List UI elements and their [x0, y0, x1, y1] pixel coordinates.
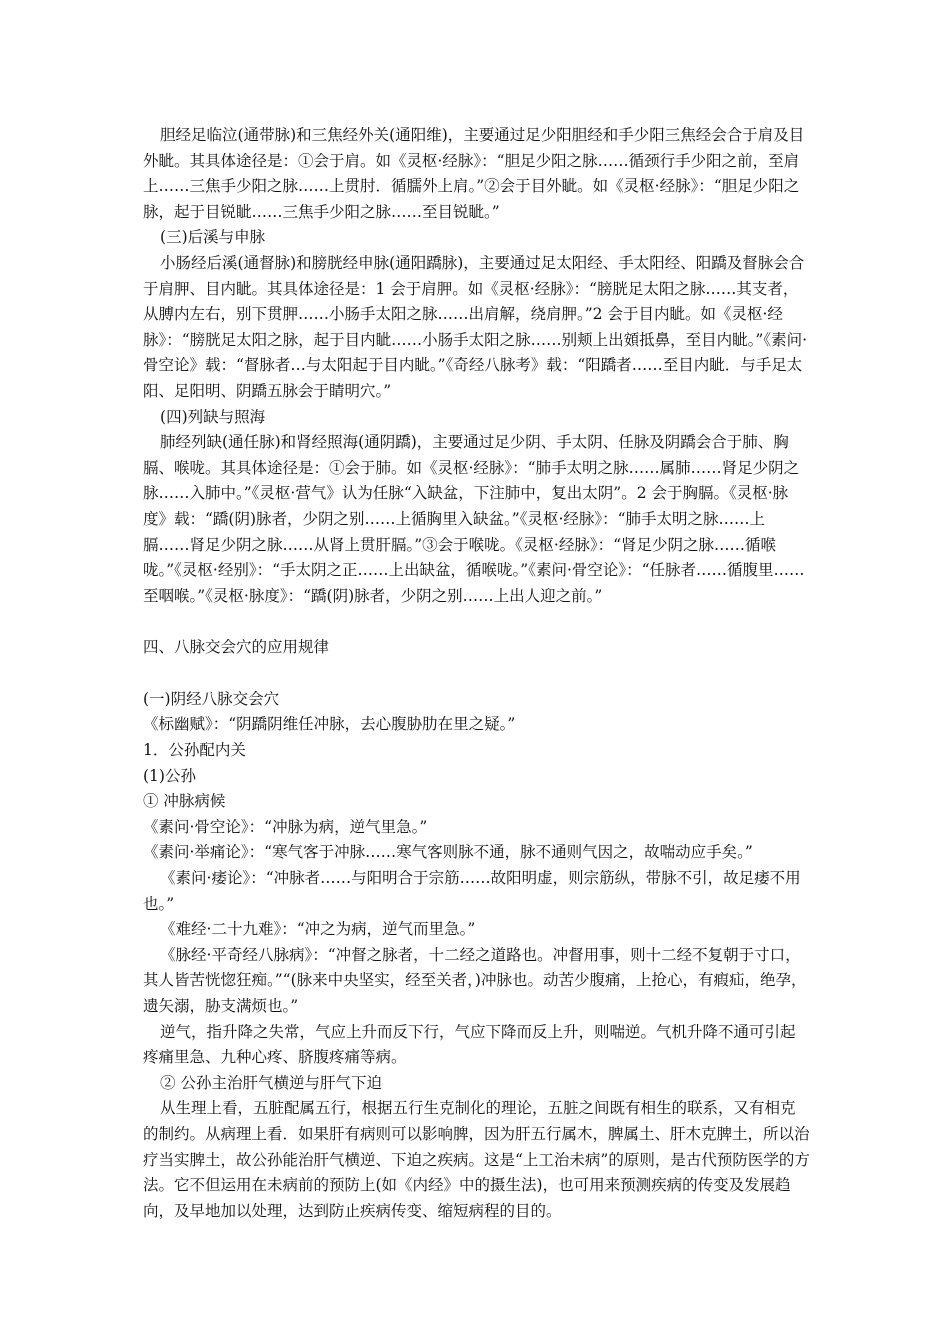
document-body: [143, 123, 810, 1224]
subheading-yin-meridian: (一)阴经八脉交会穴: [143, 689, 280, 708]
section-heading-houxi-shenmai: (三)后溪与申脉: [160, 228, 266, 247]
paragraph-lieque-zhaohai: 肺经列缺(通任脉)和肾经照海(通阴蹻)，主要通过足少阴、手太阴、任脉及阴蹻会合于肺、胸膈、喉咙。其具体途径是：①会于肺。如《灵枢·经脉》：“肺手太明之脉……属肺……肾足少阴之脉……入肺中。”《灵枢·营气》认为任脉“入缺盆，下注肺中，复出太阴”。2 会于胸膈。《灵枢·脉度》载：“蹻(阴)脉者，少阴之别……上循胸里入缺盆。”《灵枢·经脉》：“肺手太明之脉……上膈……肾足少阴之脉……从肾上贯肝膈。”③会于喉咙。《灵枢·经脉》：“肾足少阴之脉……循喉咙。”《灵枢·经别》：“手太阴之正……上出缺盆，循喉咙。”《素问·骨空论》：“任脉者……循腹里……至咽喉。”《灵枢·脉度》：“蹻(阴)脉者，少阴之别……上出人迎之前。”: [143, 433, 805, 605]
paragraph-niqi: 逆气，指升降之失常，气应上升而反下行，气应下降而反上升，则喘逆。气机升降不通可引起疼痛里急、九种心疼、脐腹疼痛等病。: [143, 1022, 796, 1067]
quote-weilun: 《素问·痿论》：“冲脉者……与阳明合于宗筋……故阳明虚，则宗筋纵，带脉不引，故足痿不用也。”: [143, 869, 801, 913]
subheading-gongsun-neiguan: 1．公孙配内关: [143, 741, 246, 760]
chapter-heading-application: 四、八脉交会穴的应用规律: [143, 638, 330, 657]
section-heading-lieque-zhaohai: (四)列缺与照海: [160, 407, 266, 426]
subheading-gongsun-liver: ② 公孙主治肝气横逆与肝气下迫: [160, 1073, 382, 1092]
paragraph-linqi-waiguan: 胆经足临泣(通带脉)和三焦经外关(通阳维)，主要通过足少阳胆经和手少阳三焦经会合于肩及目外眦。其具体途径是：①会于肩。如《灵枢·经脉》：“胆足少阳之脉……循颈行手少阳之前，至肩上……三焦手少阳之脉……上贯肘．循臑外上肩。”②会于目外眦。如《灵枢·经脉》：“胆足少阳之脉，起于目锐眦……三焦手少阳之脉……至目锐眦。”: [143, 126, 805, 221]
quote-biaoyoufu: 《标幽赋》：“阴蹻阴维任冲脉，去心腹胁肋在里之疑。”: [143, 715, 516, 734]
quote-gukonglun: 《素问·骨空论》：“冲脉为病，逆气里急。”: [143, 817, 428, 836]
quote-maijing: 《脉经·平奇经八脉病》：“冲督之脉者，十二经之道路也。冲督用事，则十二经不复朝于寸口，其人皆苦恍惚狂痴。”“(脉来中央坚实，经至关者，)冲脉也。动苦少腹痛，上抢心，有瘕疝，绝孕，遗矢溺，胁支满烦也。”: [143, 945, 807, 1015]
paragraph-physiology: 从生理上看，五脏配属五行，根据五行生克制化的理论，五脏之间既有相生的联系，又有相克的制约。从病理上看．如果肝有病则可以影响脾，因为肝五行属木，脾属土、肝木克脾土，所以治疗当实脾土，故公孙能治肝气横逆、下迫之疾病。这是“上工治未病”的原则，是古代预防医学的方法。它不但运用在未病前的预防上(如《内经》中的摄生法)，也可用来预测疾病的传变及发展趋向，及早地加以处理，达到防止疾病传变、缩短病程的目的。: [143, 1099, 810, 1220]
subheading-chongmai-symptoms: ① 冲脉病候: [143, 792, 226, 811]
paragraph-houxi-shenmai: 小肠经后溪(通督脉)和膀胱经申脉(通阳蹻脉)，主要通过足太阳经、手太阳经、阳蹻及督脉会合于肩胛、目内眦。其具体途径是：1 会于肩胛。如《灵枢·经脉》：“膀胱足太阳之脉……其支者，从膊内左右，别下贯胛……小肠手太阳之脉……出肩解，绕肩胛。”2 会于目内眦。如《灵枢·经脉》：“膀胱足太阳之脉，起于目内眦……小肠手太阳之脉……别颊上出頞抵鼻，至目内眦。”《素问·骨空论》载：“督脉者…与太阳起于目内眦。”《奇经八脉考》载：“阳蹻者……至目内眦．与手足太阳、足阳明、阴蹻五脉会于睛明穴。”: [143, 253, 808, 400]
quote-nanjing: 《难经·二十九难》：“冲之为病，逆气而里急。”: [160, 920, 476, 939]
quote-jutonglun: 《素问·举痛论》：“寒气客于冲脉……寒气客则脉不通，脉不通则气因之，故喘动应手矣。”: [143, 843, 753, 862]
subheading-gongsun: (1)公孙: [143, 766, 196, 785]
